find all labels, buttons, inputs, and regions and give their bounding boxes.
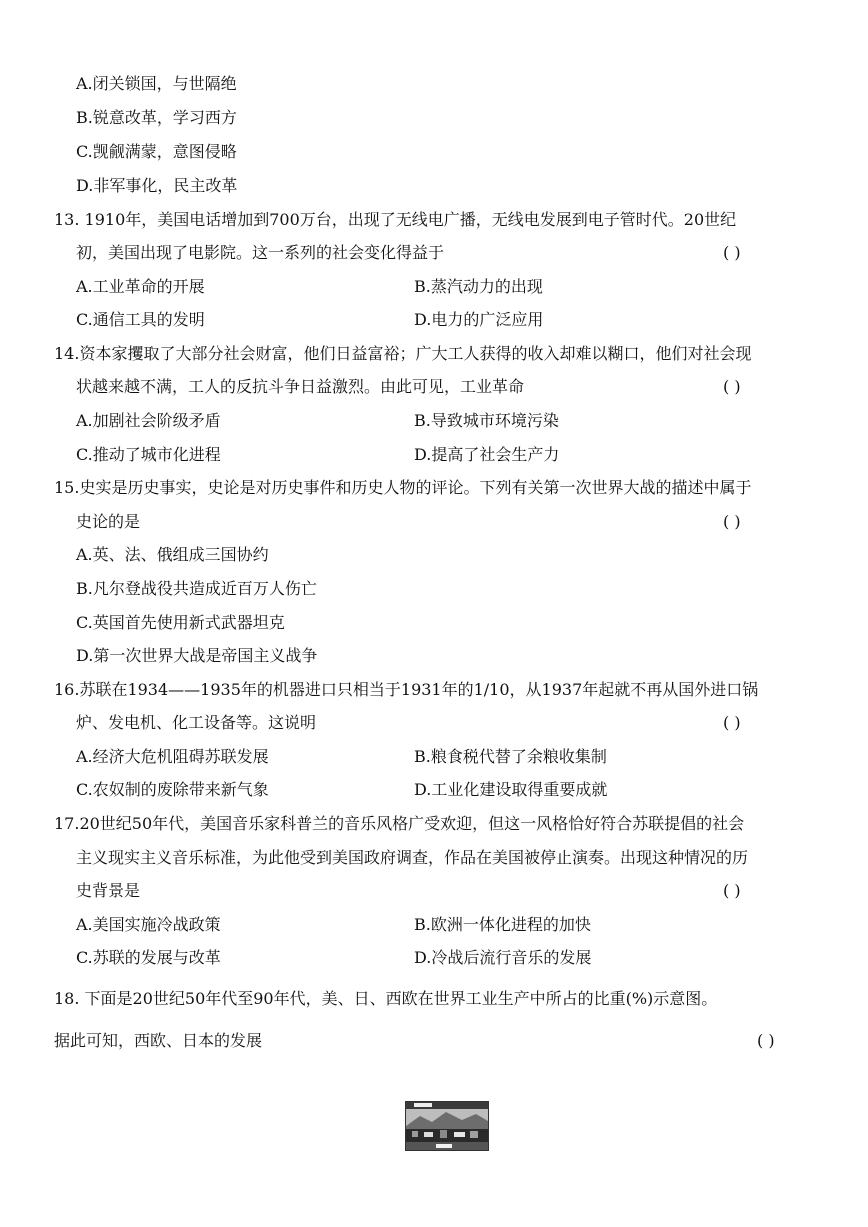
- q16-option-a[interactable]: A.经济大危机阻碍苏联发展: [76, 747, 269, 766]
- q13-option-a[interactable]: A.工业革命的开展: [76, 277, 205, 296]
- q15-option-d[interactable]: D.第一次世界大战是帝国主义战争: [76, 646, 318, 665]
- q18-stem-line2: 据此可知，西欧、日本的发展: [54, 1031, 263, 1050]
- q12-option-b[interactable]: B.锐意改革，学习西方: [76, 108, 237, 127]
- q14-answer-paren[interactable]: ( ): [723, 377, 741, 396]
- q16-stem-line1: 16.苏联在1934——1935年的机器进口只相当于1931年的1/10，从1937年起就不再从国外进口锅: [54, 680, 759, 699]
- q14-option-c[interactable]: C.推动了城市化进程: [76, 445, 221, 464]
- q15-option-c[interactable]: C.英国首先使用新式武器坦克: [76, 613, 285, 632]
- q18-figure-thumbnail: [405, 1101, 489, 1151]
- q16-option-b[interactable]: B.粮食税代替了余粮收集制: [414, 747, 607, 766]
- q17-option-c[interactable]: C.苏联的发展与改革: [76, 948, 221, 967]
- q13-option-c[interactable]: C.通信工具的发明: [76, 310, 205, 329]
- q13-answer-paren[interactable]: ( ): [723, 243, 741, 262]
- q15-stem-line2: 史论的是: [76, 512, 141, 531]
- q14-option-a[interactable]: A.加剧社会阶级矛盾: [76, 411, 221, 430]
- q13-stem-line1: 13. 1910年，美国电话增加到700万台，出现了无线电广播，无线电发展到电子管时代。20世纪: [54, 210, 737, 229]
- q17-option-d[interactable]: D.冷战后流行音乐的发展: [414, 948, 592, 967]
- q17-stem-line1: 17.20世纪50年代，美国音乐家科普兰的音乐风格广受欢迎，但这一风格恰好符合苏联提倡的社会: [54, 814, 745, 833]
- q14-option-d[interactable]: D.提高了社会生产力: [414, 445, 560, 464]
- q12-option-a[interactable]: A.闭关锁国，与世隔绝: [76, 74, 237, 93]
- q17-stem-line3: 史背景是: [76, 881, 141, 900]
- q12-option-c[interactable]: C.觊觎满蒙，意图侵略: [76, 142, 237, 161]
- q14-option-b[interactable]: B.导致城市环境污染: [414, 411, 559, 430]
- q14-stem-line1: 14.资本家攫取了大部分社会财富，他们日益富裕；广大工人获得的收入却难以糊口，他们对社会现: [54, 344, 752, 363]
- q18-answer-paren[interactable]: ( ): [757, 1031, 775, 1050]
- q17-option-b[interactable]: B.欧洲一体化进程的加快: [414, 915, 591, 934]
- q12-option-d[interactable]: D.非军事化，民主改革: [76, 176, 238, 195]
- q13-stem-line2: 初，美国出现了电影院。这一系列的社会变化得益于: [76, 243, 445, 262]
- q17-stem-line2: 主义现实主义音乐标准，为此他受到美国政府调查，作品在美国被停止演奏。出现这种情况的历: [76, 848, 749, 867]
- q16-option-c[interactable]: C.农奴制的废除带来新气象: [76, 780, 269, 799]
- q17-option-a[interactable]: A.美国实施冷战政策: [76, 915, 221, 934]
- q18-stem-line1: 18. 下面是20世纪50年代至90年代，美、日、西欧在世界工业生产中所占的比重(%)示意图。: [54, 989, 718, 1008]
- q13-option-d[interactable]: D.电力的广泛应用: [414, 310, 544, 329]
- q15-stem-line1: 15.史实是历史事实，史论是对历史事件和历史人物的评论。下列有关第一次世界大战的描述中属于: [54, 478, 752, 497]
- landscape-image-icon: [406, 1102, 488, 1150]
- q15-option-b[interactable]: B.凡尔登战役共造成近百万人伤亡: [76, 579, 317, 598]
- q16-stem-line2: 炉、发电机、化工设备等。这说明: [76, 713, 317, 732]
- q16-option-d[interactable]: D.工业化建设取得重要成就: [414, 780, 608, 799]
- q14-stem-line2: 状越来越不满，工人的反抗斗争日益激烈。由此可见，工业革命: [76, 377, 525, 396]
- q17-answer-paren[interactable]: ( ): [723, 881, 741, 900]
- q16-answer-paren[interactable]: ( ): [723, 713, 741, 732]
- q15-answer-paren[interactable]: ( ): [723, 512, 741, 531]
- q13-option-b[interactable]: B.蒸汽动力的出现: [414, 277, 543, 296]
- q15-option-a[interactable]: A.英、法、俄组成三国协约: [76, 545, 269, 564]
